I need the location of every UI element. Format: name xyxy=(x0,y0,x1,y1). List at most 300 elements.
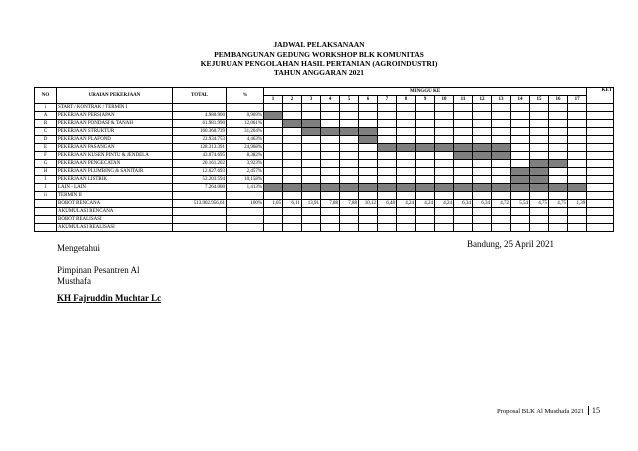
row-percent: 31,204% xyxy=(227,128,264,136)
week-cell xyxy=(492,160,511,168)
bobot-rencana-week-value: 7,88 xyxy=(340,200,359,208)
row-total: 128.313.391 xyxy=(173,144,227,152)
week-cell xyxy=(511,144,530,152)
week-cell xyxy=(511,208,530,216)
week-cell xyxy=(340,176,359,184)
week-cell xyxy=(378,192,397,200)
table-row xyxy=(35,136,614,144)
row-total xyxy=(173,216,227,224)
row-no: F xyxy=(35,152,57,160)
week-cell xyxy=(530,104,549,112)
week-cell xyxy=(340,168,359,176)
row-total: 43.074.695 xyxy=(173,152,227,160)
week-cell xyxy=(340,144,359,152)
week-cell xyxy=(416,192,435,200)
bobot-rencana-row xyxy=(35,200,614,208)
week-cell xyxy=(283,176,302,184)
akumulasi-realisasi-row xyxy=(35,224,614,232)
row-percent: 2,457% xyxy=(227,168,264,176)
week-cell xyxy=(435,104,454,112)
header-minggu-ke: MINGGU KE xyxy=(264,88,587,96)
row-percent xyxy=(227,216,264,224)
row-total: 61.981.990 xyxy=(173,120,227,128)
row-percent: 10,158% xyxy=(227,176,264,184)
row-percent xyxy=(227,224,264,232)
week-cell xyxy=(492,112,511,120)
doc-title-line-4: TAHUN ANGGARAN 2021 xyxy=(273,68,365,77)
row-uraian: PEKERJAAN LISTRIK xyxy=(57,176,173,184)
week-header: 6 xyxy=(359,96,378,104)
schedule-bar-cell xyxy=(511,184,530,192)
table-row xyxy=(35,144,614,152)
week-cell xyxy=(568,216,587,224)
week-header: 3 xyxy=(302,96,321,104)
week-cell xyxy=(549,208,568,216)
week-cell xyxy=(416,216,435,224)
week-cell xyxy=(302,208,321,216)
page-number: 15 xyxy=(588,406,600,415)
week-cell xyxy=(321,120,340,128)
week-cell xyxy=(416,136,435,144)
week-cell xyxy=(264,152,283,160)
row-ket xyxy=(587,176,614,184)
week-cell xyxy=(435,112,454,120)
week-cell xyxy=(378,208,397,216)
week-cell xyxy=(492,136,511,144)
schedule-bar-cell xyxy=(321,128,340,136)
week-cell xyxy=(549,168,568,176)
week-cell xyxy=(302,104,321,112)
week-cell xyxy=(378,112,397,120)
week-cell xyxy=(321,160,340,168)
row-percent: 0,969% xyxy=(227,112,264,120)
row-total xyxy=(173,192,227,200)
week-cell xyxy=(359,144,378,152)
week-cell xyxy=(283,224,302,232)
bobot-realisasi-label: BOBOT REALISASI xyxy=(57,216,173,224)
week-cell xyxy=(530,112,549,120)
week-cell xyxy=(264,104,283,112)
week-cell xyxy=(264,136,283,144)
week-header: 17 xyxy=(568,96,587,104)
schedule-bar-cell xyxy=(321,184,340,192)
week-header: 15 xyxy=(530,96,549,104)
week-cell xyxy=(378,136,397,144)
week-cell xyxy=(416,152,435,160)
week-cell xyxy=(283,128,302,136)
row-total: 160.360.739 xyxy=(173,128,227,136)
week-cell xyxy=(359,208,378,216)
week-cell xyxy=(530,144,549,152)
schedule-bar-cell xyxy=(530,160,549,168)
week-cell xyxy=(568,144,587,152)
week-cell xyxy=(340,112,359,120)
week-cell xyxy=(397,208,416,216)
week-cell xyxy=(302,176,321,184)
week-cell xyxy=(473,120,492,128)
week-cell xyxy=(321,136,340,144)
week-cell xyxy=(340,104,359,112)
week-cell xyxy=(416,128,435,136)
week-cell xyxy=(416,160,435,168)
table-row xyxy=(35,168,614,176)
week-cell xyxy=(473,112,492,120)
week-cell xyxy=(492,120,511,128)
bobot-rencana-week-value: 6,34 xyxy=(454,200,473,208)
week-cell xyxy=(302,192,321,200)
week-header: 4 xyxy=(321,96,340,104)
footer-text: Proposal BLK Al Musthafa 2021 xyxy=(497,408,585,415)
schedule-bar-cell xyxy=(473,184,492,192)
schedule-bar-cell xyxy=(416,184,435,192)
week-cell xyxy=(397,224,416,232)
row-total: 4.980.900 xyxy=(173,112,227,120)
schedule-bar-cell xyxy=(492,152,511,160)
week-cell xyxy=(302,136,321,144)
table-row xyxy=(35,120,614,128)
week-cell xyxy=(549,152,568,160)
doc-title-line-3: KEJURUAN PENGOLAHAN HASIL PERTANIAN (AGROINDUSTRI) xyxy=(200,59,438,68)
schedule-bar-cell xyxy=(302,184,321,192)
week-cell xyxy=(473,224,492,232)
row-no xyxy=(35,216,57,224)
row-no: i xyxy=(35,104,57,112)
week-cell xyxy=(454,112,473,120)
row-ket xyxy=(587,216,614,224)
week-cell xyxy=(321,216,340,224)
schedule-bar-cell xyxy=(302,120,321,128)
week-cell xyxy=(340,120,359,128)
row-uraian: PEKERJAAN PLUMBING & SANITAIR xyxy=(57,168,173,176)
week-cell xyxy=(340,224,359,232)
week-header: 9 xyxy=(416,96,435,104)
bobot-rencana-week-value: 13,91 xyxy=(302,200,321,208)
week-cell xyxy=(492,128,511,136)
row-no: C xyxy=(35,128,57,136)
header-uraian: URAIAN PEKERJAAN xyxy=(57,88,173,104)
bobot-rencana-week-value: 4,75 xyxy=(530,200,549,208)
table-row xyxy=(35,192,614,200)
table-row xyxy=(35,112,614,120)
bobot-rencana-week-value: 10,12 xyxy=(359,200,378,208)
week-cell xyxy=(302,144,321,152)
week-cell xyxy=(359,160,378,168)
schedule-bar-cell xyxy=(359,184,378,192)
schedule-bar-cell xyxy=(435,144,454,152)
week-cell xyxy=(321,112,340,120)
row-no: A xyxy=(35,112,57,120)
week-cell xyxy=(492,192,511,200)
week-cell xyxy=(283,112,302,120)
schedule-bar-cell xyxy=(397,144,416,152)
row-percent: 3,923% xyxy=(227,160,264,168)
week-cell xyxy=(530,216,549,224)
row-total: 20.161.202 xyxy=(173,160,227,168)
bobot-rencana-total: 513.902.956,61 xyxy=(173,200,227,208)
schedule-bar-cell xyxy=(340,184,359,192)
week-cell xyxy=(511,160,530,168)
week-cell xyxy=(397,136,416,144)
schedule-table xyxy=(34,87,614,232)
week-cell xyxy=(302,160,321,168)
week-cell xyxy=(302,216,321,224)
week-cell xyxy=(321,208,340,216)
schedule-bar-cell xyxy=(473,152,492,160)
bobot-rencana-week-value: 4,24 xyxy=(397,200,416,208)
week-cell xyxy=(568,128,587,136)
schedule-bar-cell xyxy=(511,176,530,184)
akumulasi-realisasi-label: AKUMULASI REALISASI xyxy=(57,224,173,232)
table-row xyxy=(35,104,614,112)
row-percent: 8,382% xyxy=(227,152,264,160)
signatory-title-line-1: Pimpinan Pesantren Al xyxy=(57,265,140,275)
week-cell xyxy=(416,168,435,176)
week-cell xyxy=(568,152,587,160)
row-total xyxy=(173,224,227,232)
schedule-bar-cell xyxy=(435,184,454,192)
table-row xyxy=(35,176,614,184)
row-uraian: PEKERJAAN PERSIAPAN xyxy=(57,112,173,120)
schedule-bar-cell xyxy=(302,128,321,136)
week-cell xyxy=(492,224,511,232)
week-cell xyxy=(378,176,397,184)
week-cell xyxy=(530,192,549,200)
row-ket xyxy=(587,160,614,168)
schedule-bar-cell xyxy=(530,184,549,192)
week-cell xyxy=(359,152,378,160)
week-cell xyxy=(454,104,473,112)
week-cell xyxy=(264,168,283,176)
row-no xyxy=(35,200,57,208)
row-uraian: PEKERJAAN PONDASI & TANAH xyxy=(57,120,173,128)
row-ket xyxy=(587,128,614,136)
week-cell xyxy=(454,168,473,176)
week-cell xyxy=(397,176,416,184)
week-cell xyxy=(378,160,397,168)
week-cell xyxy=(568,168,587,176)
row-no: G xyxy=(35,160,57,168)
week-cell xyxy=(549,128,568,136)
row-ket xyxy=(587,112,614,120)
week-cell xyxy=(264,128,283,136)
week-cell xyxy=(454,160,473,168)
bobot-rencana-week-value: 5,54 xyxy=(511,200,530,208)
row-total xyxy=(173,104,227,112)
week-cell xyxy=(264,216,283,224)
week-cell xyxy=(530,208,549,216)
schedule-bar-cell xyxy=(492,144,511,152)
week-cell xyxy=(549,136,568,144)
week-cell xyxy=(568,104,587,112)
week-header: 8 xyxy=(397,96,416,104)
schedule-bar-cell xyxy=(359,128,378,136)
week-cell xyxy=(397,152,416,160)
week-cell xyxy=(283,144,302,152)
week-cell xyxy=(359,120,378,128)
schedule-bar-cell xyxy=(397,184,416,192)
week-cell xyxy=(359,112,378,120)
week-cell xyxy=(321,176,340,184)
week-header: 5 xyxy=(340,96,359,104)
week-cell xyxy=(264,224,283,232)
week-cell xyxy=(340,216,359,224)
row-total: 7.264.000 xyxy=(173,184,227,192)
week-cell xyxy=(435,120,454,128)
week-cell xyxy=(397,128,416,136)
week-cell xyxy=(416,104,435,112)
row-uraian: PEKERJAAN PLAFOND xyxy=(57,136,173,144)
week-cell xyxy=(378,120,397,128)
schedule-bar-cell xyxy=(378,144,397,152)
akumulasi-rencana-label: AKUMULASI RENCANA xyxy=(57,208,173,216)
week-cell xyxy=(321,192,340,200)
row-ket xyxy=(587,104,614,112)
week-cell xyxy=(397,104,416,112)
week-cell xyxy=(492,176,511,184)
week-header: 11 xyxy=(454,96,473,104)
week-cell xyxy=(568,192,587,200)
row-percent xyxy=(227,192,264,200)
week-cell xyxy=(321,144,340,152)
week-cell xyxy=(454,120,473,128)
row-percent: 4,463% xyxy=(227,136,264,144)
week-cell xyxy=(454,176,473,184)
row-total xyxy=(173,208,227,216)
week-cell xyxy=(511,216,530,224)
header-percent: % xyxy=(227,88,264,104)
week-cell xyxy=(283,152,302,160)
week-cell xyxy=(397,168,416,176)
schedule-bar-cell xyxy=(340,128,359,136)
week-cell xyxy=(511,136,530,144)
row-no: J xyxy=(35,184,57,192)
week-cell xyxy=(568,120,587,128)
bobot-rencana-week-value: 4,75 xyxy=(549,200,568,208)
week-cell xyxy=(283,160,302,168)
bobot-rencana-week-value: 6,48 xyxy=(378,200,397,208)
row-uraian: TERMIN II xyxy=(57,192,173,200)
schedule-bar-cell xyxy=(549,160,568,168)
row-percent xyxy=(227,208,264,216)
week-cell xyxy=(454,216,473,224)
row-uraian: PEKERJAAN PASANGAN xyxy=(57,144,173,152)
week-cell xyxy=(435,168,454,176)
week-cell xyxy=(454,192,473,200)
week-cell xyxy=(454,208,473,216)
mengetahui-label: Mengetahui xyxy=(57,243,100,253)
week-cell xyxy=(340,160,359,168)
week-cell xyxy=(568,208,587,216)
table-row xyxy=(35,184,614,192)
schedule-bar-cell xyxy=(530,176,549,184)
header-no: NO xyxy=(35,88,57,104)
week-cell xyxy=(511,224,530,232)
week-cell xyxy=(473,208,492,216)
schedule-bar-cell xyxy=(454,144,473,152)
schedule-bar-cell xyxy=(264,184,283,192)
week-cell xyxy=(416,120,435,128)
week-cell xyxy=(283,208,302,216)
week-cell xyxy=(568,224,587,232)
schedule-bar-cell xyxy=(530,168,549,176)
row-ket xyxy=(587,224,614,232)
row-percent xyxy=(227,104,264,112)
header-total: TOTAL xyxy=(173,88,227,104)
row-uraian: START / KONTRAK / TERMIN I xyxy=(57,104,173,112)
row-no: H xyxy=(35,168,57,176)
week-cell xyxy=(549,120,568,128)
table-row xyxy=(35,128,614,136)
week-cell xyxy=(549,216,568,224)
week-cell xyxy=(359,216,378,224)
week-cell xyxy=(473,104,492,112)
row-no: D xyxy=(35,136,57,144)
page-footer xyxy=(497,407,600,416)
week-cell xyxy=(435,176,454,184)
week-header: 13 xyxy=(492,96,511,104)
week-cell xyxy=(378,128,397,136)
row-ket xyxy=(587,208,614,216)
week-header: 12 xyxy=(473,96,492,104)
bobot-rencana-percent: 100% xyxy=(227,200,264,208)
week-cell xyxy=(530,128,549,136)
week-cell xyxy=(435,224,454,232)
week-cell xyxy=(397,192,416,200)
week-cell xyxy=(530,136,549,144)
week-cell xyxy=(340,136,359,144)
bobot-realisasi-row xyxy=(35,216,614,224)
week-cell xyxy=(511,152,530,160)
row-ket xyxy=(587,152,614,160)
week-cell xyxy=(492,208,511,216)
week-cell xyxy=(321,104,340,112)
row-no xyxy=(35,208,57,216)
bobot-rencana-week-value: 4,24 xyxy=(416,200,435,208)
row-uraian: LAIN - LAIN xyxy=(57,184,173,192)
schedule-bar-cell xyxy=(511,168,530,176)
week-cell xyxy=(454,128,473,136)
week-cell xyxy=(283,136,302,144)
week-cell xyxy=(359,192,378,200)
week-cell xyxy=(511,120,530,128)
signatory-title-line-2: Musthafa xyxy=(57,276,91,286)
week-cell xyxy=(568,176,587,184)
header-ket: KET xyxy=(587,88,614,104)
week-cell xyxy=(568,136,587,144)
schedule-bar-cell xyxy=(283,184,302,192)
week-cell xyxy=(435,192,454,200)
schedule-bar-cell xyxy=(283,120,302,128)
week-cell xyxy=(435,152,454,160)
week-cell xyxy=(397,112,416,120)
bobot-rencana-label: BOBOT RENCANA xyxy=(57,200,173,208)
week-cell xyxy=(454,224,473,232)
week-cell xyxy=(473,168,492,176)
week-cell xyxy=(283,168,302,176)
week-cell xyxy=(340,192,359,200)
week-cell xyxy=(397,160,416,168)
table-row xyxy=(35,160,614,168)
bobot-rencana-week-value: 1,05 xyxy=(264,200,283,208)
week-cell xyxy=(378,224,397,232)
week-cell xyxy=(568,112,587,120)
schedule-bar-cell xyxy=(568,184,587,192)
week-cell xyxy=(321,168,340,176)
week-cell xyxy=(359,224,378,232)
schedule-bar-cell xyxy=(454,184,473,192)
row-no: I xyxy=(35,176,57,184)
bobot-rencana-week-value: 1,39 xyxy=(568,200,587,208)
